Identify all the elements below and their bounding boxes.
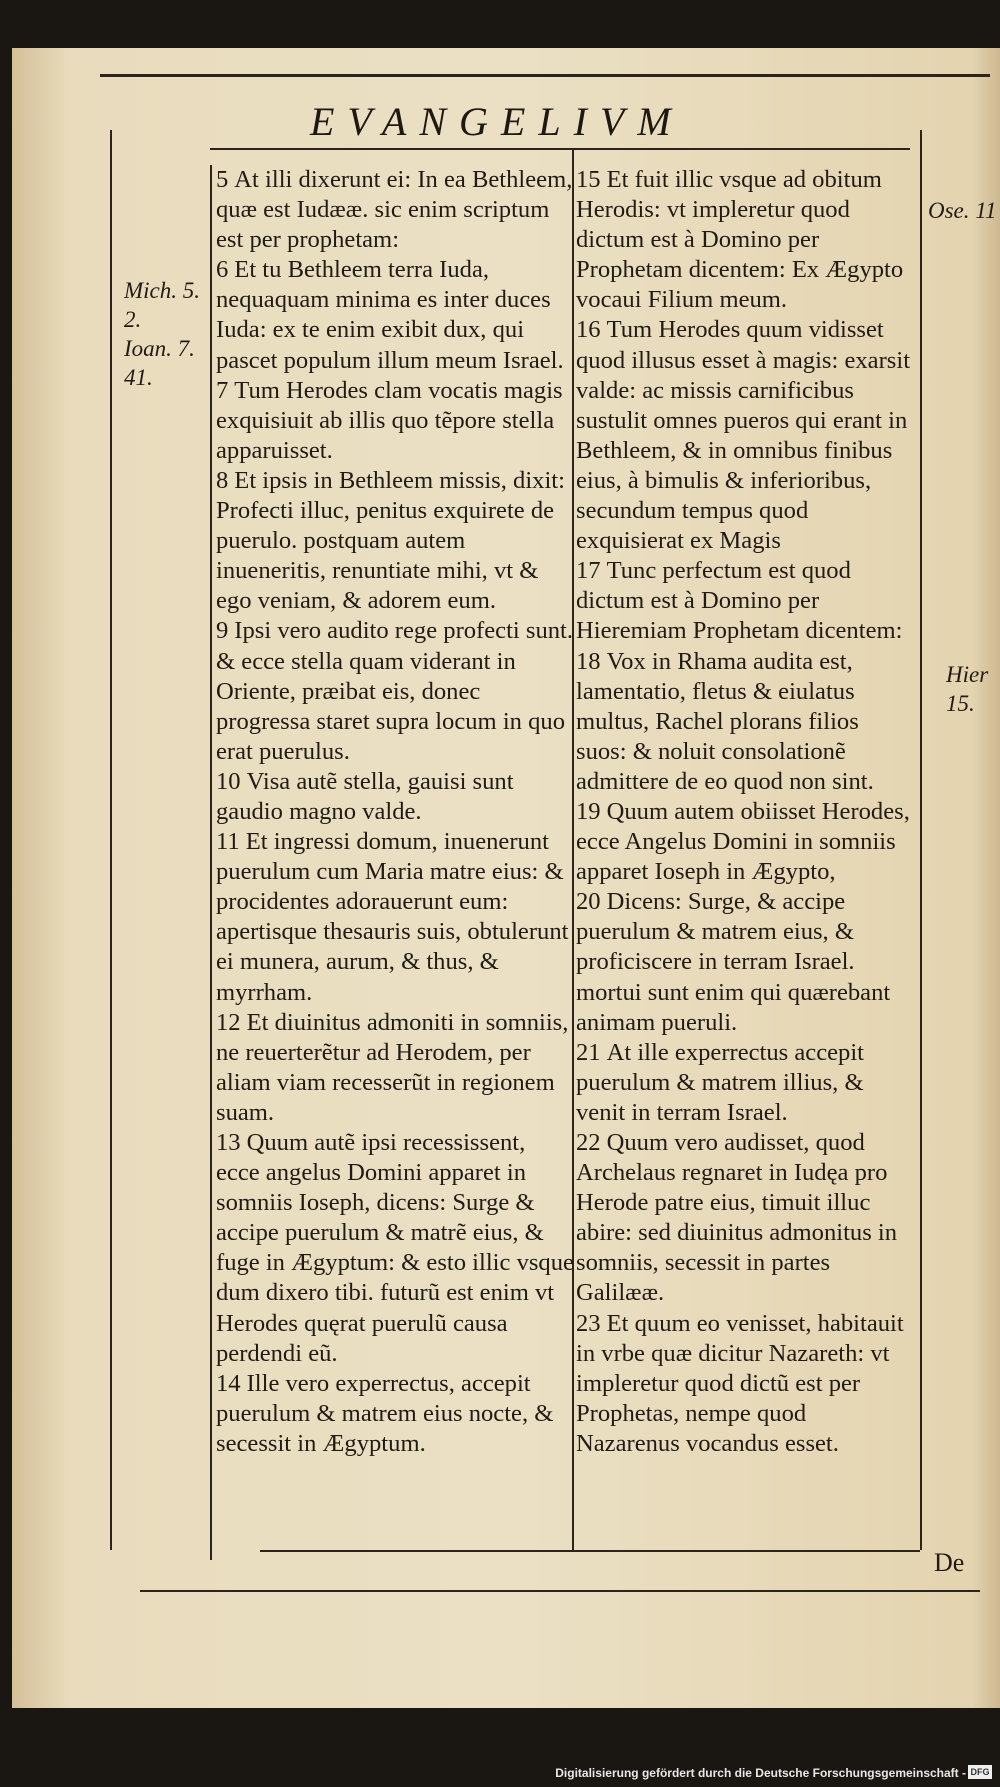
verse-number: 19 [576, 797, 601, 825]
verse-text: Quum autem obiisset Herodes, ecce Angelus Domini in somniis apparet Ioseph in Ægypto, [576, 797, 910, 886]
verse-number: 8 [216, 466, 229, 494]
verse-text: Tum Herodes quum vidisset quod illusus esset à magis: exarsit valde: ac missis carnificibus sustulit omnes pueros qui erant in Bethleem, & in omnibus finibus eius, à bimulis & inferioribus, secundum tempus quod exquisierat ex Magis [576, 316, 911, 555]
margin-ref-line: Ioan. 7. [124, 336, 195, 361]
verse-text: Et fuit illic vsque ad obitum Herodis: vt impleretur quod dictum est à Domino per Prophetam dicentem: Ex Ægypto vocaui Filium meum. [576, 166, 904, 314]
verse-22 [576, 1128, 914, 1309]
dfg-logo: DFG [968, 1765, 992, 1779]
verse-number: 15 [576, 166, 601, 193]
verse-11 [216, 827, 574, 1008]
verse-number: 12 [216, 1008, 241, 1036]
margin-ref-line: 2. [124, 307, 142, 332]
verse-8 [216, 466, 574, 616]
verse-text: Vox in Rhama audita est, lamentatio, fletus & eiulatus multus, Rachel plorans filios suos: & noluit consolationẽ admittere de eo quod non sint. [576, 647, 874, 795]
verse-number: 23 [576, 1309, 601, 1337]
verse-number: 20 [576, 888, 601, 916]
margin-note-mich [124, 276, 214, 392]
title-underline [210, 148, 910, 150]
verse-9 [216, 616, 574, 766]
catchword: De [934, 1548, 965, 1577]
verse-12 [216, 1008, 574, 1128]
margin-ref-line: 15. [946, 691, 975, 716]
top-rule [100, 74, 990, 77]
bottom-rule [260, 1550, 920, 1552]
verse-19 [576, 797, 914, 887]
verse-17 [576, 556, 914, 646]
verse-text: Et tu Bethleem terra Iuda, nequaquam minima es inter duces Iuda: ex te enim exibit dux, qui pascet populum illum meum Israel. [216, 256, 564, 374]
verse-number: 17 [576, 557, 601, 585]
verse-text: Et quum eo venisset, habitauit in vrbe quæ dicitur Nazareth: vt impleretur quod dictũ est per Prophetas, nempe quod Nazarenus vocandus esset. [576, 1309, 904, 1457]
verse-text: Et ingressi domum, inuenerunt puerulum cum Maria matre eius: & procidentes adorauerunt eum: apertisque thesauris suis, obtulerunt ei munera, aurum, & thus, & myrrham. [216, 828, 569, 1006]
verse-number: 5 [216, 166, 229, 193]
margin-note-hier [946, 660, 988, 718]
verse-number: 9 [216, 617, 229, 645]
verse-21 [576, 1038, 914, 1128]
right-column [576, 165, 914, 1459]
verse-text: Et ipsis in Bethleem missis, dixit: Profecti illuc, penitus exquirete de puerulo. postquam autem inueneritis, renuntiate mihi, vt & ego veniam, & adorem eum. [216, 466, 565, 615]
verse-text: Quum autẽ ipsi recessissent, ecce angelus Domini apparet in somniis Ioseph, dicens: Surge & accipe puerulum & matrẽ eius, & fuge in Ægyptum: & esto illic vsque dum dixero tibi. futurũ est enim vt Herodes quęrat puerulũ causa perdendi eũ. [216, 1129, 574, 1367]
verse-number: 14 [216, 1369, 241, 1397]
verse-16 [576, 315, 914, 556]
verse-13 [216, 1128, 574, 1369]
verse-text: Quum vero audisset, quod Archelaus regnaret in Iudęa pro Herode patre eius, timuit illuc abire: sed diuinitus admonitus in somniis, secessit in partes Galilææ. [576, 1129, 898, 1307]
verse-18 [576, 647, 914, 797]
verse-15 [576, 165, 914, 315]
verse-text: Ille vero experrectus, accepit puerulum & matrem eius nocte, & secessit in Ægyptum. [216, 1369, 554, 1457]
verse-text: Et diuinitus admoniti in somniis, ne reuerterẽtur ad Herodem, per aliam viam recesserũt in regionem suam. [216, 1008, 569, 1126]
verse-number: 21 [576, 1038, 601, 1066]
verse-number: 22 [576, 1129, 601, 1156]
right-frame-line [920, 130, 922, 1550]
margin-ref-line: 41. [124, 365, 153, 390]
verse-10 [216, 767, 574, 827]
verse-number: 6 [216, 256, 229, 284]
verse-number: 18 [576, 647, 601, 675]
verse-7 [216, 376, 574, 466]
running-title: EVANGELIVM [310, 99, 684, 144]
verse-text: Tunc perfectum est quod dictum est à Domino per Hieremiam Prophetam dicentem: [576, 557, 903, 645]
margin-note-ose: Ose. 11 [928, 198, 997, 223]
verse-number: 10 [216, 767, 241, 795]
verse-14 [216, 1369, 574, 1459]
verse-text: At ille experrectus accepit puerulum & matrem illius, & venit in terram Israel. [576, 1038, 865, 1126]
verse-23 [576, 1309, 914, 1459]
verse-text: Visa autẽ stella, gauisi sunt gaudio magno valde. [216, 767, 514, 825]
margin-ref-line: Mich. 5. [124, 278, 201, 303]
verse-text: Dicens: Surge, & accipe puerulum & matrem eius, & proficiscere in terram Israel. mortui sunt enim qui quærebant animam pueruli. [576, 888, 891, 1036]
verse-text: Ipsi vero audito rege profecti sunt. & ecce stella quam viderant in Oriente, præibat eis, donec progressa staret supra locum in quo erat puerulus. [216, 617, 574, 765]
bottom-rule-2 [140, 1590, 980, 1592]
verse-number: 11 [216, 828, 240, 856]
left-column [216, 165, 574, 1459]
verse-6 [216, 255, 574, 375]
verse-20 [576, 887, 914, 1037]
verse-5 [216, 165, 574, 255]
left-frame-line [110, 130, 112, 1550]
verse-text: Tum Herodes clam vocatis magis exquisiuit ab illis quo tẽpore stella apparuisset. [216, 376, 563, 464]
margin-ref-line: Hier [946, 662, 989, 687]
verse-number: 16 [576, 316, 601, 344]
digitization-credit: Digitalisierung gefördert durch die Deutsche Forschungsgemeinschaft - [555, 1766, 966, 1780]
verse-number: 7 [216, 376, 229, 404]
verse-text: At illi dixerunt ei: In ea Bethleem, quæ est Iudææ. sic enim scriptum est per prophetam: [216, 166, 573, 254]
verse-number: 13 [216, 1129, 241, 1156]
